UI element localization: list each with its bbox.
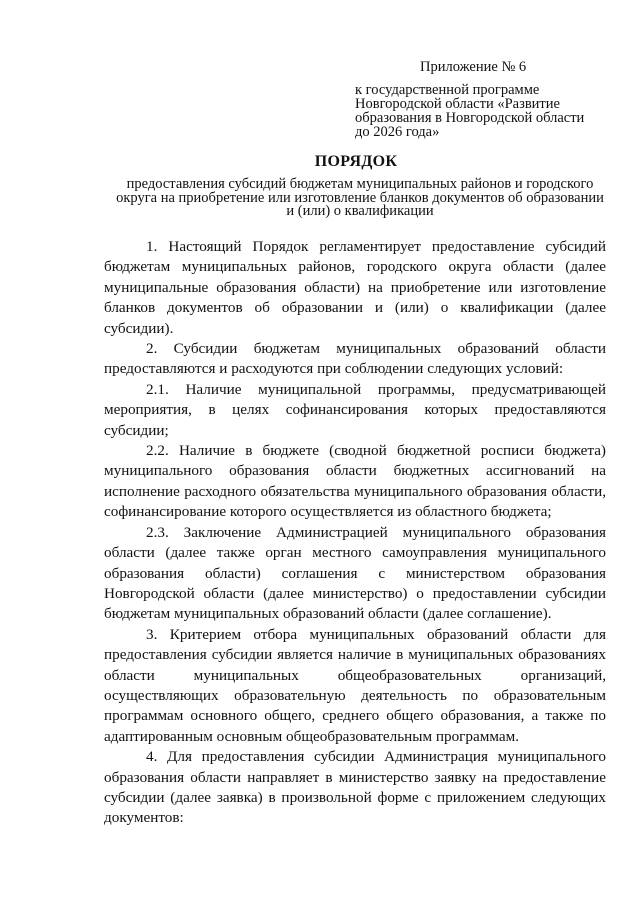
subtitle-line: округа на приобретение или изготовление бланков документов об образовании — [116, 189, 604, 206]
paragraph-2-1: 2.1. Наличие муниципальной программы, предусматривающей мероприятия, в целях софинансирования которых предоставляются субсидии; — [104, 380, 606, 439]
paragraph-2-2: 2.2. Наличие в бюджете (сводной бюджетной росписи бюджета) муниципального образования области бюджетных ассигнований на исполнение расходного обязательства муниципального образования области, софинансирование которого осуществляется из областного бюджета; — [104, 442, 606, 521]
paragraph-3: 3. Критерием отбора муниципальных образований области для предоставления субсидии является наличие в муниципальных образованиях области муниципальных общеобразовательных организаций, осуществляющих образовательную деятельность по образовательным программам основного общего, среднего общего образования, а также по адаптированным основным общеобразовательным программам. — [104, 625, 606, 745]
paragraph-2-3: 2.3. Заключение Администрацией муниципального образования области (далее также орган местного самоуправления муниципального образования области) соглашения с министерством образования Новгородской области (далее министерство) о предоставлении субсидии бюджетам муниципальных образований области (далее соглашение). — [104, 523, 606, 623]
appendix-number: Приложение № 6 — [420, 59, 527, 75]
appendix-line: к государственной программе — [355, 82, 540, 98]
subtitle-line: предоставления субсидий бюджетам муниципальных районов и городского — [126, 176, 594, 192]
paragraph-4: 4. Для предоставления субсидии Администрация муниципального образования области направляет в министерство заявку на предоставление субсидии (далее заявка) в произвольной форме с приложением следующих документов: — [104, 748, 606, 827]
document-body — [104, 237, 606, 829]
document-title: ПОРЯДОК — [314, 153, 398, 170]
subtitle-line: и (или) о квалификации — [286, 203, 434, 219]
appendix-line: до 2026 года» — [355, 124, 440, 140]
paragraph-1: 1. Настоящий Порядок регламентирует предоставление субсидий бюджетам муниципальных районов, городского округа области (далее муниципальные образования области) на приобретение или изготовление бланков документов об образовании и (или) о квалификации (далее субсидии). — [104, 238, 606, 337]
appendix-reference — [355, 83, 610, 139]
appendix-line: Новгородской области «Развитие — [355, 96, 560, 112]
document-subtitle — [94, 178, 626, 219]
appendix-line: образования в Новгородской области — [355, 110, 585, 126]
paragraph-2: 2. Субсидии бюджетам муниципальных образований области предоставляются и расходуются при соблюдении следующих условий: — [104, 340, 606, 378]
